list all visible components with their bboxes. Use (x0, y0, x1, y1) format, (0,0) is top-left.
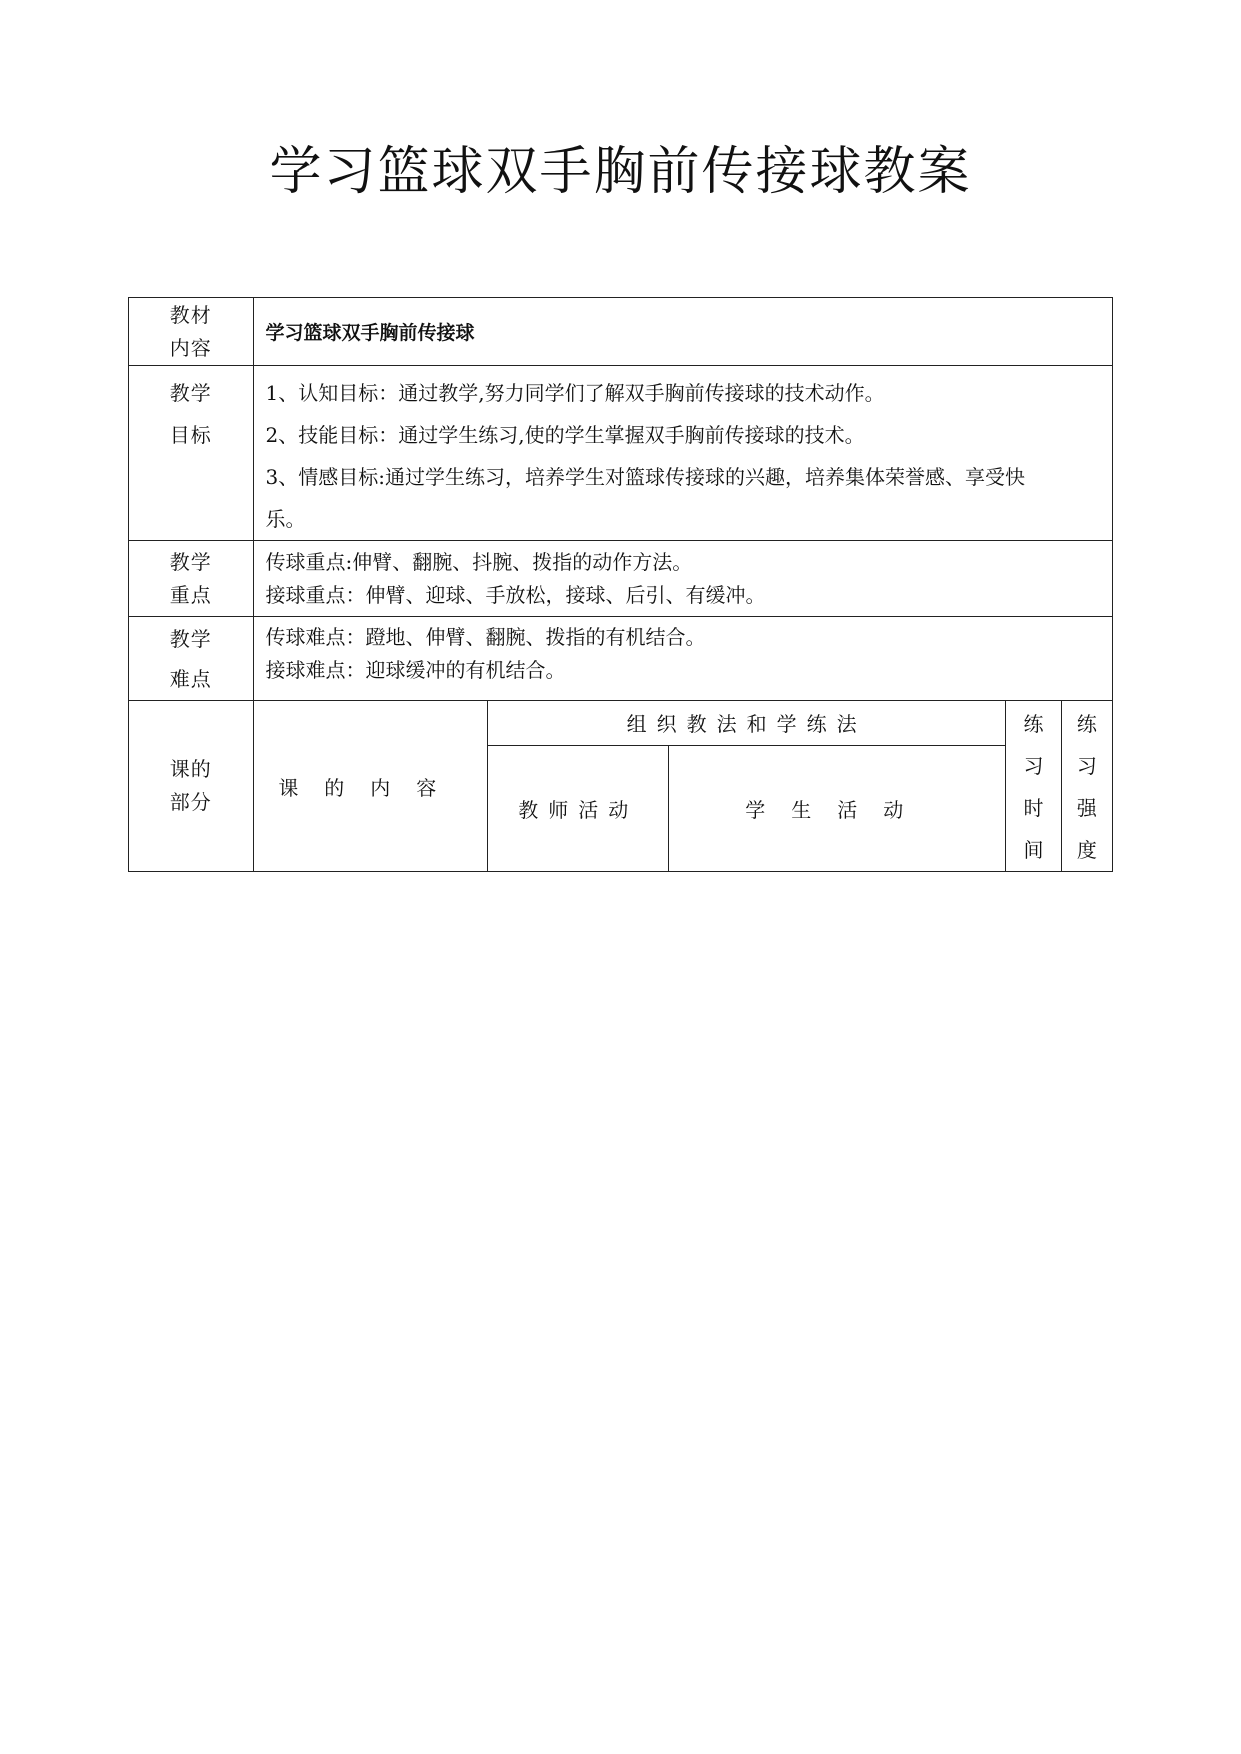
organization-header: 组织教法和学练法 (488, 701, 1006, 746)
goal-item-1: 1、认知目标：通过教学,努力同学们了解双手胸前传接球的技术动作。 (265, 381, 885, 405)
goals-row (129, 366, 1113, 541)
practice-time-char-3: 时 (1023, 796, 1044, 820)
practice-time-char-2: 习 (1023, 754, 1044, 778)
content-row (129, 298, 1113, 366)
part-label-line2: 部分 (169, 790, 212, 814)
goals-label (129, 366, 254, 541)
practice-time-char-4: 间 (1023, 838, 1044, 862)
practice-intensity-header (1061, 701, 1112, 872)
goal-item-3: 3、情感目标:通过学生练习，培养学生对篮球传接球的兴趣，培养集体荣誉感、享受快 (265, 465, 1025, 489)
page-title: 学习篮球双手胸前传接球教案 (269, 142, 972, 202)
content-value: 学习篮球双手胸前传接球 (265, 322, 475, 344)
goals-label-line1: 教学 (169, 381, 212, 405)
key-point-catch: 接球重点：伸臂、迎球、手放松，接球、后引、有缓冲。 (265, 582, 766, 607)
practice-intensity-char-1: 练 (1076, 712, 1097, 736)
teacher-activity-header: 教师活动 (488, 745, 669, 871)
content-value-cell (253, 298, 1112, 366)
activity-header-row-1 (129, 701, 1113, 746)
practice-time-char-1: 练 (1023, 712, 1044, 736)
key-point-pass: 传球重点:伸臂、翻腕、抖腕、拨指的动作方法。 (265, 549, 693, 574)
part-label (129, 701, 254, 872)
key-points-row (129, 541, 1113, 617)
difficulty-pass: 传球难点：蹬地、伸臂、翻腕、拨指的有机结合。 (265, 625, 706, 649)
key-points-label (129, 541, 254, 617)
difficulties-row (129, 617, 1113, 701)
goal-item-2: 2、技能目标：通过学生练习,使的学生掌握双手胸前传接球的技术。 (265, 423, 865, 447)
content-label-line2: 内容 (169, 335, 212, 360)
goal-item-3-cont: 乐。 (265, 507, 306, 531)
content-label-line1: 教材 (169, 302, 212, 327)
key-points-list (253, 541, 1112, 617)
goals-label-line2: 目标 (169, 423, 212, 447)
part-label-line1: 课的 (169, 757, 212, 781)
key-points-label-line1: 教学 (169, 549, 212, 574)
student-activity-header: 学生活动 (669, 745, 1006, 871)
difficulty-catch: 接球难点：迎球缓冲的有机结合。 (265, 658, 566, 682)
practice-intensity-char-4: 度 (1076, 838, 1097, 862)
lesson-content-header: 课的内容 (253, 701, 488, 872)
practice-time-header (1006, 701, 1062, 872)
difficulties-label (129, 617, 254, 701)
key-points-label-line2: 重点 (169, 582, 212, 607)
difficulties-list (253, 617, 1112, 701)
content-label (129, 298, 254, 366)
practice-intensity-char-2: 习 (1076, 754, 1097, 778)
lesson-plan-table (128, 297, 1113, 872)
practice-intensity-char-3: 强 (1076, 796, 1097, 820)
difficulties-label-line1: 教学 (169, 626, 212, 651)
difficulties-label-line2: 难点 (169, 666, 212, 691)
goals-list (253, 366, 1112, 541)
